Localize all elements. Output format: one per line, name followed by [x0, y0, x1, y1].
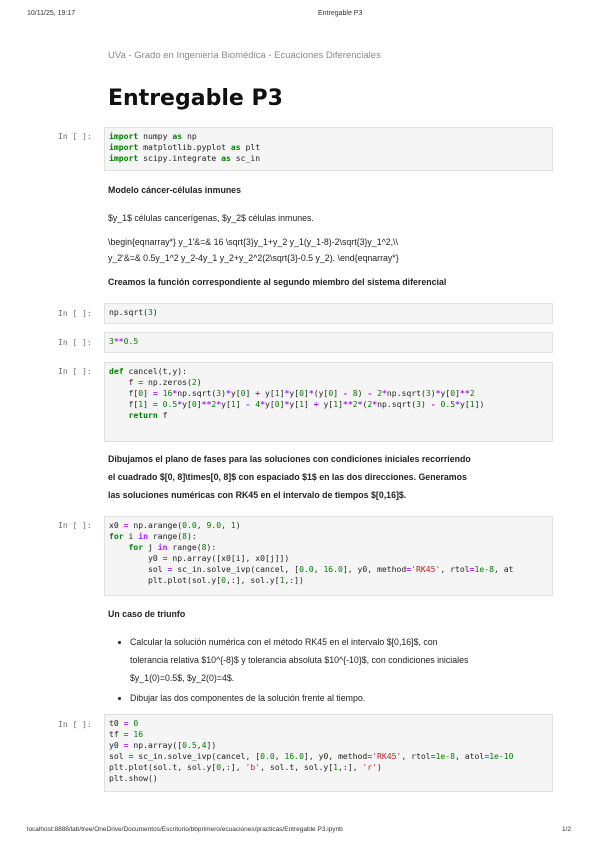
- print-footer-url: localhost:8888/lab/tree/OneDrive/Documentos/Escritorio/bbprimero/ecuaciones/practicas/Entregable P3.ipynb: [27, 826, 343, 833]
- section-heading: Modelo cáncer-células inmunes: [108, 185, 241, 195]
- cell-prompt: In [ ]:: [58, 720, 92, 729]
- print-datetime: 10/11/25, 19:17: [27, 10, 76, 17]
- markdown-text: Dibujamos el plano de fases para las soluciones con condiciones iniciales recorriendo: [108, 454, 471, 464]
- list-item-text: Calcular la solución numérica con el método RK45 en el intervalo $[0,16]$, con: [130, 637, 438, 647]
- list-item-text: Dibujar las dos componentes de la solución frente al tiempo.: [130, 693, 366, 703]
- cell-prompt: In [ ]:: [58, 367, 92, 376]
- breadcrumb: UVa - Grado en Ingeniería Biomédica - Ecuaciones Diferenciales: [108, 50, 381, 61]
- cell-prompt: In [ ]:: [58, 521, 92, 530]
- code-text: import numpy as np import matplotlib.pyplot as plt import scipy.integrate as sc_in: [109, 131, 261, 163]
- page-title: Entregable P3: [108, 86, 283, 111]
- bullet-list: [108, 633, 575, 707]
- cell-prompt: In [ ]:: [58, 338, 92, 347]
- code-text: x0 = np.arange(0.0, 9.0, 1) for i in range(8): for j in range(8): y0 = np.array([x0[i], x0[j]]) sol = sc_in.solve_ivp(cancel, [0.0, 16.0], y0, method='RK45', rtol=1e-8, at plt.plot(sol.y[0,:], sol.y[1,:]): [109, 520, 514, 585]
- markdown-text: las soluciones numéricas con RK45 en el intervalo de tiempos $[0,16]$.: [108, 490, 407, 500]
- markdown-text: Creamos la función correspondiente al segundo miembro del sistema diferencial: [108, 277, 447, 287]
- markdown-text: $y_1$ células cancerígenas, $y_2$ células inmunes.: [108, 213, 314, 223]
- code-cell-solution[interactable]: [104, 714, 553, 792]
- code-text: 3**0.5: [109, 336, 139, 346]
- list-item-text: tolerancia relativa $10^{-8}$ y tolerancia absoluta $10^{-10}$, con condiciones iniciales: [130, 655, 469, 665]
- cell-prompt: In [ ]:: [58, 132, 92, 141]
- cell-prompt: In [ ]:: [58, 309, 92, 318]
- code-text: t0 = 0 tf = 16 y0 = np.array([0.5,4]) sol = sc_in.solve_ivp(cancel, [0.0, 16.0], y0, method='RK45', rtol=1e-8, atol=1e-10 plt.plot(sol.t, sol.y[0,:], 'b', sol.t, sol.y[1,:], 'r') plt.show(): [109, 718, 514, 783]
- code-cell-sqrt[interactable]: [104, 303, 553, 324]
- equation-line: \begin{eqnarray*} y_1'&=& 16 \sqrt{3}y_1+y_2 y_1(y_1-8)-2\sqrt{3}y_1^2,\\: [108, 237, 398, 247]
- list-item: [130, 689, 575, 707]
- markdown-text: el cuadrado $[0, 8]\times[0, 8]$ con espaciado $1$ en las dos direcciones. Generamos: [108, 472, 467, 482]
- code-cell-imports[interactable]: [104, 127, 553, 171]
- code-cell-function[interactable]: [104, 362, 553, 442]
- print-doc-title: Entregable P3: [318, 10, 363, 17]
- code-text: np.sqrt(3): [109, 307, 158, 317]
- list-item: [130, 633, 575, 687]
- list-item-text: $y_1(0)=0.5$, $y_2(0)=4$.: [130, 673, 235, 683]
- print-page-number: 1/2: [562, 826, 572, 833]
- equation-line: y_2'&=& 0.5y_1^2 y_2-4y_1 y_2+y_2^2(2\sqrt{3}-0.5 y_2). \end{eqnarray*}: [108, 253, 399, 263]
- section-heading: Un caso de triunfo: [108, 609, 186, 619]
- code-cell-phase-plane[interactable]: [104, 516, 553, 596]
- code-text: def cancel(t,y): f = np.zeros(2) f[0] = 16*np.sqrt(3)*y[0] + y[1]*y[0]*(y[0] - 8) - 2*np.sqrt(3)*y[0]**2 f[1] = 0.5*y[0]**2*y[1] - 4*y[0]*y[1] + y[1]**2*(2*np.sqrt(3) - 0.5*y[1]) return f: [109, 366, 485, 420]
- code-cell-power[interactable]: [104, 332, 553, 353]
